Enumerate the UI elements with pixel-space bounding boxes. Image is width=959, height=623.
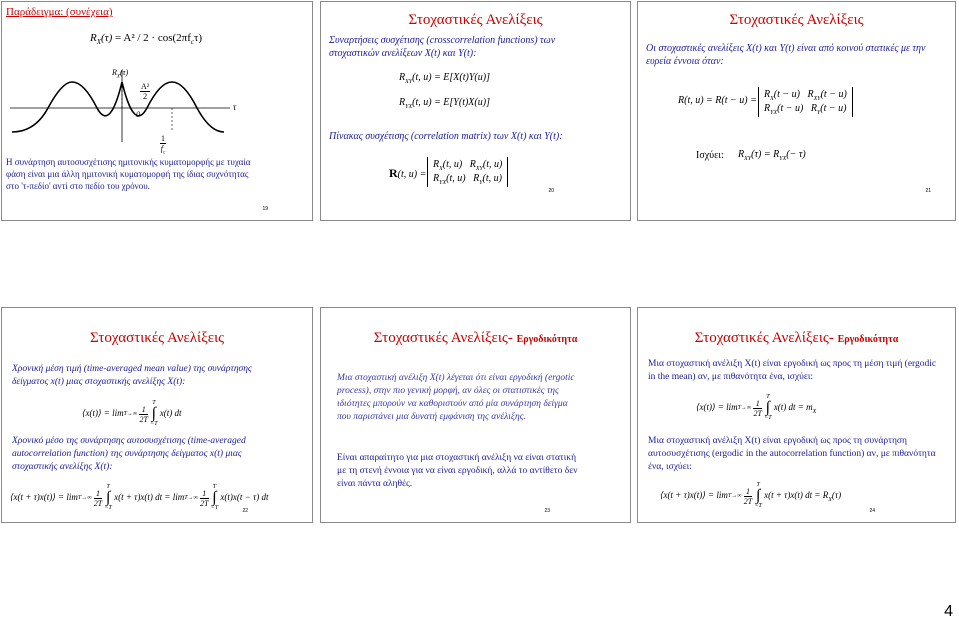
- autocorrelation-formula: $R_X(\tau) = A^2 / 2 \cdot \cos(2\pi f_c\tau)$: [90, 32, 203, 47]
- slide-title: Στοχαστικές Ανελίξεις- Εργοδικότητα: [373, 330, 578, 346]
- time-average-eq: ⟨x(t)⟩ = lim T→∞ $\frac{1}{2T}$ T ∫ −T x(t) dt: [82, 400, 182, 427]
- time-autocorrelation-eq: ⟨x(t + τ)x(t)⟩ = lim T→∞ $\frac{1}{2T}$ T ∫ −T x(t + τ)x(t) dt = lim T→∞ $\frac{1}{2T}$ T ∫ −T x(t)x(t − τ) dt: [10, 484, 269, 511]
- slide-title: Στοχαστικές Ανελίξεις: [89, 330, 225, 346]
- autocorr-ergodic-eq: ⟨x(t + τ)x(t)⟩ = lim T→∞ $\frac{1}{2T}$ T ∫ −T x(t + τ)x(t) dt = $R_X(\tau)$: [660, 482, 842, 509]
- slide-number: 19: [262, 206, 268, 212]
- stationary-lhs: R(t, u) = R(t − u) =: [678, 95, 757, 106]
- page-number: 4: [944, 603, 953, 620]
- slide-number: 24: [869, 508, 875, 514]
- slide-24: [637, 307, 956, 523]
- slide-21: [637, 1, 956, 221]
- mean-ergodic-eq: ⟨x(t)⟩ = lim T→∞ $\frac{1}{2T}$ T ∫ −T x(t) dt = $m_X$: [696, 394, 817, 421]
- slide-number: 20: [548, 188, 554, 194]
- peak-label: $\frac{\text{A²}}{2}$: [141, 82, 150, 101]
- intro-text: Συναρτήσεις συσχέτισης (crosscorrelation functions) των στοχαστικών ανελίξεων X(t) και Y(t):: [329, 35, 556, 59]
- crosscorrelation-eq-xy: $R_{XY}(t$, u) = E[X(t)Y(u)]: [399, 72, 490, 85]
- cosine-graph: [2, 62, 313, 144]
- stationary-matrix: $R_X(t - u)$ $R_{XY}(t - u)$ $R_{YX}(t - u)$ $R_Y(t - u)$: [758, 87, 853, 117]
- time-average-text: Χρονική μέση τιμή (time-averaged mean value) της συνάρτησης δείγματος x(t) μιας στοχαστικής ανελίξης X(t):: [12, 364, 252, 387]
- symmetry-eq: $R_{XY}(\tau) = R_{YX}(- \tau)$: [738, 149, 806, 162]
- slide-title: Στοχαστικές Ανελίξεις- Εργοδικότητα: [694, 330, 899, 346]
- slide-number: 23: [544, 508, 550, 514]
- slide-23: [320, 307, 631, 523]
- ergodic-condition: Είναι απαραίτητο για μια στοχαστική ανέλιξη να είναι στατική με τη στενή έννοια για να είναι εργοδική, αλλά το αντίθετο δεν είναι πάντα αληθές.: [337, 453, 578, 489]
- graph-ylabel: $R_X(\tau)$: [112, 68, 129, 80]
- matrix-lhs: R(t, u) =: [389, 166, 427, 180]
- mean-ergodic-text: Μια στοχαστική ανέλιξη X(t) είναι εργοδική ως προς τη μέση τιμή (ergodic in the mean) αν, με πιθανότητα ένα, ισχύει:: [648, 359, 937, 382]
- slide-title: Στοχαστικές Ανελίξεις: [408, 12, 543, 28]
- correlation-matrix: $R_X(t$, u) $R_{XY}(t$, u) $R_{YX}(t$, u) $R_Y(t$, u): [427, 157, 508, 187]
- origin-label: 0: [136, 110, 140, 119]
- ergodic-definition: Μια στοχαστική ανέλιξη X(t) λέγεται ότι είναι εργοδική (ergotic process), στην πιο γενική μορφή, αν όλες οι στατιστικές της ιδιότητες μπορούν να καθοριστούν από μία συνάρτηση δείγμα που παριστάνει μια δυνατή εμφάνιση της ανέλιξης.: [337, 373, 575, 422]
- autocorr-ergodic-text: Μια στοχαστική ανέλιξη X(t) είναι εργοδική ως προς τη συνάρτηση αυτοσυσχέτισης (ergodic in the autocorrelation function) αν, με πιθανότητα ένα, ισχύει:: [648, 436, 936, 472]
- slide-body: Η συνάρτηση αυτοσυσχέτισης ημιτονικής κυματομορφής με τυχαία φάση είναι μια άλλη ημιτονική κυματομορφή της ίδιας συχνότητας στο 'τ-πεδίο' αντί στο πεδίο του χρόνου.: [6, 157, 251, 191]
- slide-title: Στοχαστικές Ανελίξεις: [729, 12, 864, 28]
- period-label: $\frac{1}{f_c}$: [160, 134, 166, 156]
- slide-20: [320, 1, 631, 221]
- slide-header: Παράδειγμα: (συνέχεια): [6, 6, 113, 18]
- intro-text: Οι στοχαστικές ανελίξεις X(t) και Y(t) είναι από κοινού στατικές με την ευρεία έννοια όταν:: [646, 43, 926, 67]
- slide-22: [1, 307, 313, 523]
- time-autocorrelation-text: Χρονικό μέσο της συνάρτησης αυτοσυσχέτισης (time-averaged autocorrelation function) της συνάρτησης δείγματος x(t) μιας στοχαστικής ανελίξης X(t):: [12, 436, 246, 472]
- crosscorrelation-eq-yx: $R_{YX}(t$, u) = E[Y(t)X(u)]: [399, 97, 490, 110]
- matrix-intro: Πίνακας συσχέτισης (correlation matrix) των X(t) και Y(t):: [329, 131, 563, 142]
- holds-label: Ισχύει:: [696, 150, 724, 161]
- slide-number: 21: [925, 188, 931, 194]
- slide-19: [1, 1, 313, 221]
- slide-number: 22: [242, 508, 248, 514]
- tau-axis-label: τ: [233, 102, 237, 112]
